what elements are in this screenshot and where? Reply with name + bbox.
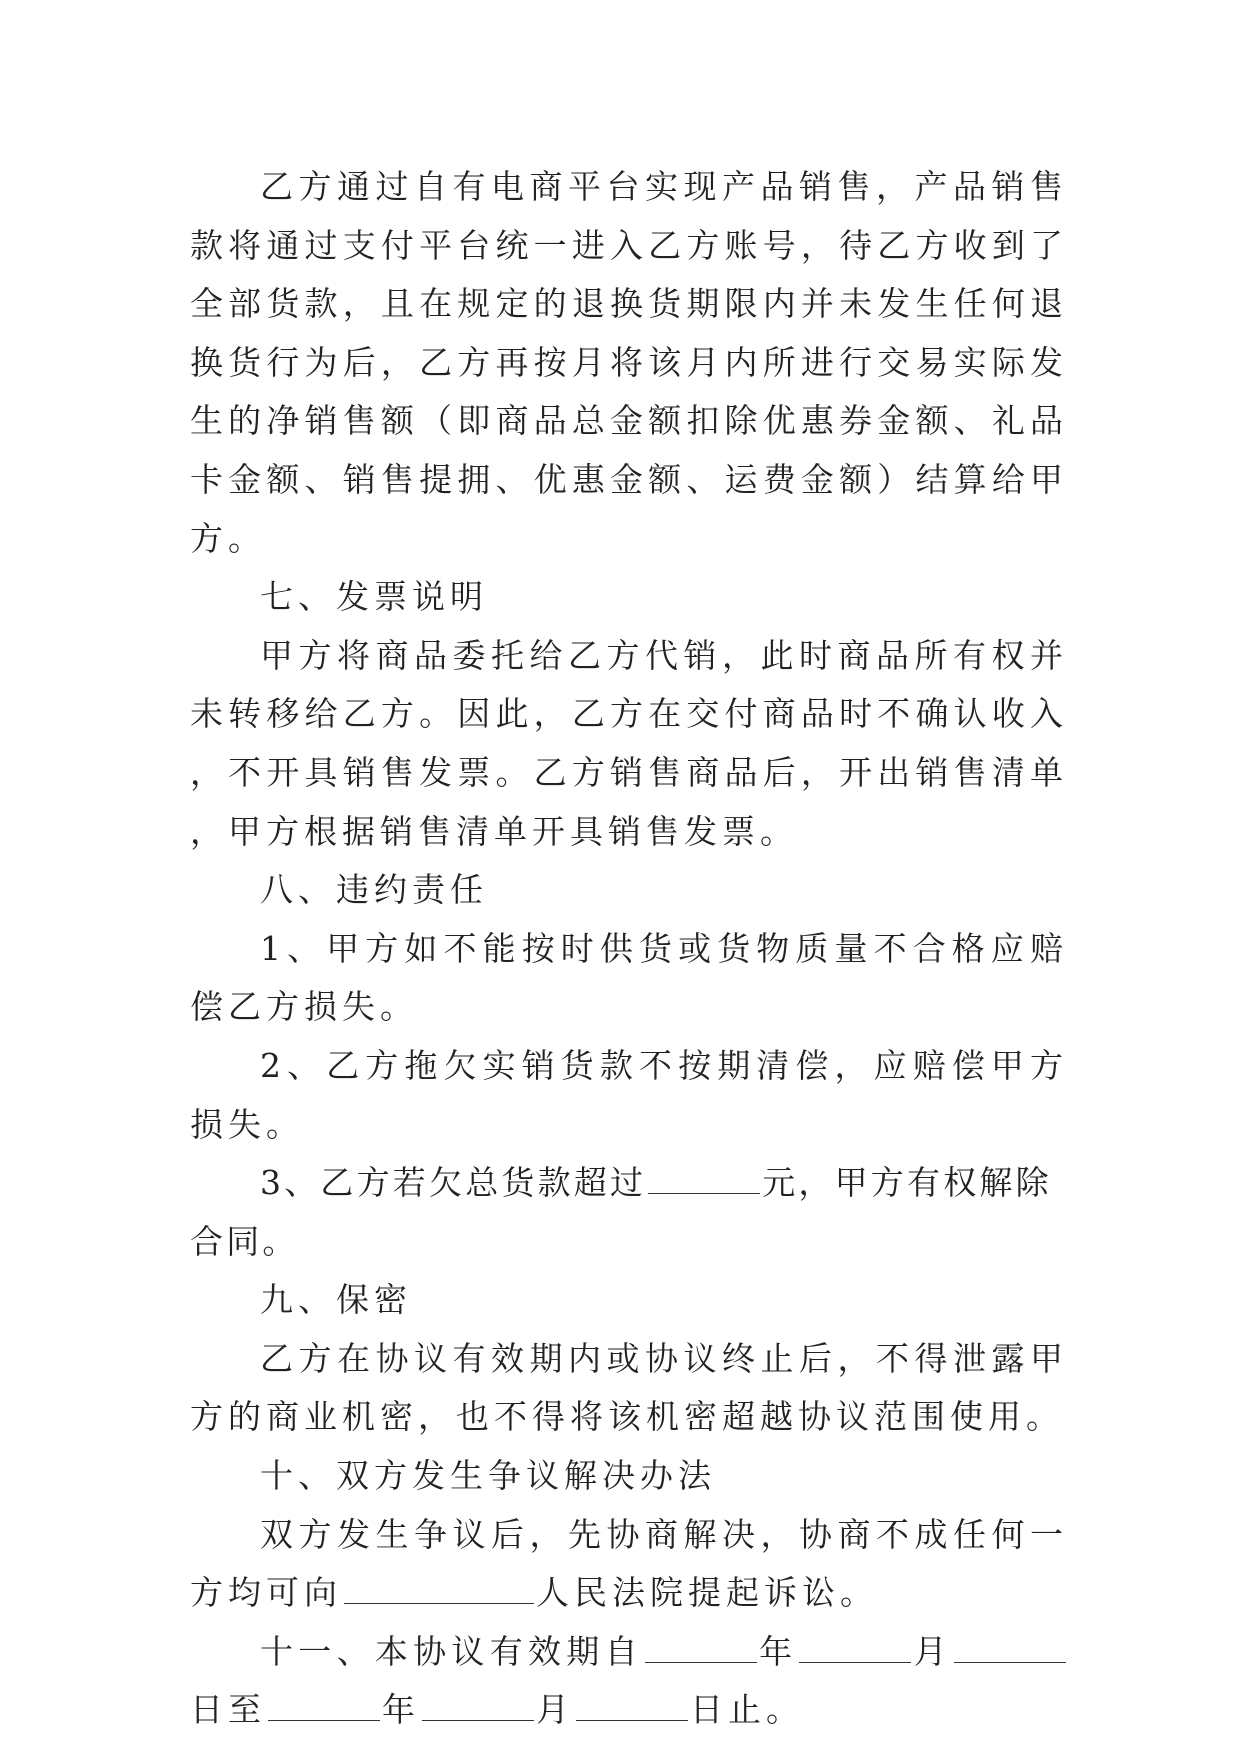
settlement-text: 乙方通过自有电商平台实现产品销售，产品销售款将通过支付平台统一进入乙方账号，待乙方收到了全部货款，且在规定的退换货期限内并未发生任何退换货行为后，乙方再按月将该月内所进行交易实际发生的净销售额（即商品总金额扣除优惠券金额、礼品卡金额、销售提拥、优惠金额、运费金额）结算给甲方。: [190, 167, 1068, 558]
start-day-blank: [954, 1636, 1066, 1663]
end-day-blank: [576, 1694, 688, 1721]
dispute-paragraph: [190, 1506, 1068, 1623]
term-text-a: 十一、本协议有效期自: [260, 1631, 643, 1671]
settlement-paragraph: [190, 158, 1068, 568]
liability-clause-3: [190, 1154, 1068, 1271]
liability-clause-1-text: 1、甲方如不能按时供货或货物质量不合格应赔偿乙方损失。: [190, 928, 1068, 1027]
document-body: [190, 158, 1068, 1740]
dispute-text-b: 人民法院提起诉讼。: [536, 1573, 878, 1613]
liability-clause-3-text-a: 3、乙方若欠总货款超过: [260, 1163, 647, 1203]
amount-blank: [648, 1167, 760, 1194]
term-month-2: 月: [536, 1690, 574, 1730]
section-10-title: 十、双方发生争议解决办法: [260, 1456, 716, 1496]
liability-clause-1: [190, 920, 1068, 1037]
section-7-title: 七、发票说明: [260, 577, 488, 617]
section-10-heading: [190, 1447, 1068, 1506]
dispute-text-a: 双方发生争议后，先协商解决，协商不成任何一方均可向: [190, 1514, 1068, 1613]
term-day-1: 日至: [190, 1690, 266, 1730]
term-year-2: 年: [382, 1690, 420, 1730]
liability-clause-2: [190, 1037, 1068, 1154]
invoice-text: 甲方将商品委托给乙方代销，此时商品所有权并未转移给乙方。因此，乙方在交付商品时不确认收入，不开具销售发票。乙方销售商品后，开出销售清单，甲方根据销售清单开具销售发票。: [190, 635, 1068, 851]
start-month-blank: [799, 1636, 911, 1663]
section-9-heading: [190, 1271, 1068, 1330]
liability-clause-3-text-b: 元，甲方有权解除合同。: [190, 1163, 1052, 1261]
term-paragraph: [190, 1623, 1068, 1740]
term-year-1: 年: [758, 1631, 798, 1671]
confidentiality-text: 乙方在协议有效期内或协议终止后，不得泄露甲方的商业机密，也不得将该机密超越协议范围使用。: [190, 1338, 1068, 1437]
section-8-title: 八、违约责任: [260, 870, 488, 910]
end-month-blank: [422, 1694, 534, 1721]
section-9-title: 九、保密: [260, 1280, 412, 1320]
court-blank: [344, 1577, 534, 1604]
end-year-blank: [268, 1694, 380, 1721]
liability-clause-2-text: 2、乙方拖欠实销货款不按期清偿，应赔偿甲方损失。: [190, 1045, 1068, 1144]
term-end: 日止。: [690, 1690, 804, 1730]
start-year-blank: [645, 1636, 757, 1663]
section-8-heading: [190, 861, 1068, 920]
section-7-heading: [190, 568, 1068, 627]
confidentiality-paragraph: [190, 1330, 1068, 1447]
term-month-1: 月: [913, 1631, 953, 1671]
invoice-paragraph: [190, 627, 1068, 861]
